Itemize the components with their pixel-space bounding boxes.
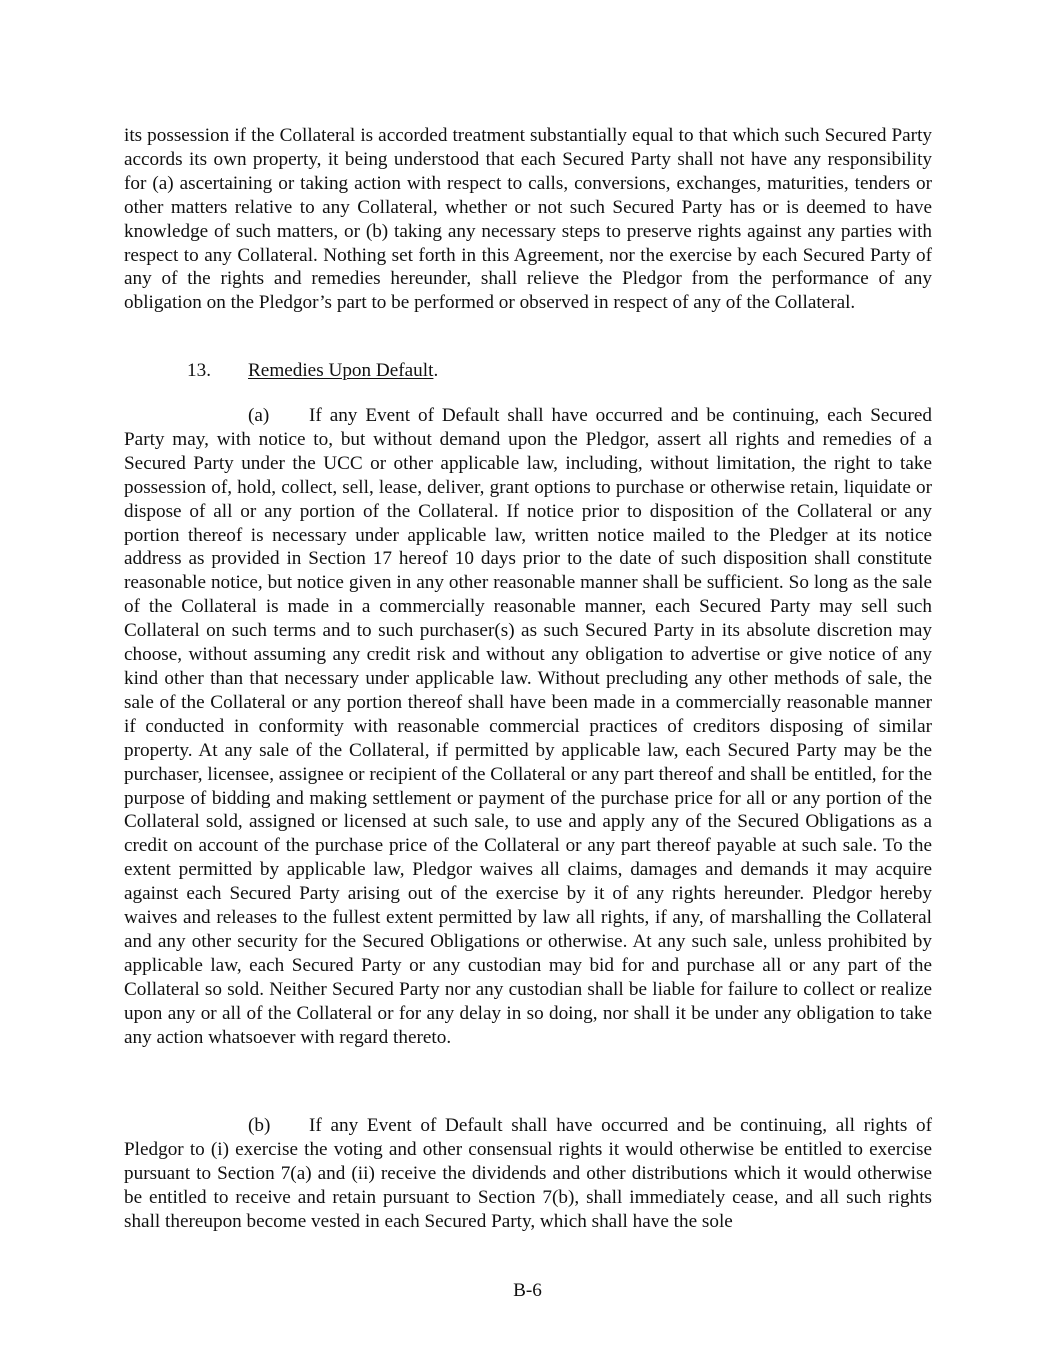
subparagraph-b	[124, 1114, 932, 1234]
section-title-wrap	[248, 359, 438, 383]
subparagraph-text: If any Event of Default shall have occurred and be continuing, all rights of Pledgor to (i) exercise the voting and other consensual rights it would otherwise be entitled to exercise pursuant to Section 7(a) and (ii) receive the dividends and other distributions which it would otherwise be entitled to receive and retain pursuant to Section 7(b), shall immediately cease, and all such rights shall thereupon become vested in each Secured Party, which shall have the sole	[124, 1115, 932, 1232]
section-title-period: .	[433, 360, 439, 381]
page-number: B-6	[513, 1280, 542, 1301]
subparagraph-label: (b)	[248, 1115, 271, 1136]
section-number: 13.	[187, 360, 211, 381]
continuation-paragraph: its possession if the Collateral is accorded treatment substantially equal to that which such Secured Party accords its own property, it being understood that each Secured Party shall not have any responsibility for (a) ascertaining or taking action with respect to calls, conversions, exchanges, maturities, tenders or other matters relative to any Collateral, whether or not such Secured Party has or is deemed to have knowledge of such matters, or (b) taking any necessary steps to preserve rights against any parties with respect to any Collateral. Nothing set forth in this Agreement, nor the exercise by each Secured Party of any of the rights and remedies hereunder, shall relieve the Pledgor from the performance of any obligation on the Pledgor’s part to be performed or observed in respect of any of the Collateral.	[124, 125, 932, 314]
subparagraph-a	[124, 404, 932, 1049]
subparagraph-label: (a)	[248, 405, 270, 426]
section-title: Remedies Upon Default	[248, 360, 434, 381]
subparagraph-text: If any Event of Default shall have occurred and be continuing, each Secured Party may, with notice to, but without demand upon the Pledgor, assert all rights and remedies of a Secured Party under the UCC or other applicable law, including, without limitation, the right to take possession of, hold, collect, sell, lease, deliver, grant options to purchase or otherwise retain, liquidate or dispose of all or any portion of the Collateral. If notice prior to disposition of the Collateral or any portion thereof is necessary under applicable law, written notice mailed to the Pledger at its notice address as provided in Section 17 hereof 10 days prior to the date of such disposition shall constitute reasonable notice, but notice given in any other reasonable manner shall be sufficient. So long as the sale of the Collateral is made in a commercially reasonable manner, each Secured Party may sell such Collateral on such terms and to such purchaser(s) as such Secured Party in its absolute discretion may choose, without assuming any credit risk and without any obligation to advertise or give notice of any kind other than that necessary under applicable law. Without precluding any other methods of sale, the sale of the Collateral or any portion thereof shall have been made in a commercially reasonable manner if conducted in conformity with reasonable commercial practices of creditors disposing of similar property. At any sale of the Collateral, if permitted by applicable law, each Secured Party may be the purchaser, licensee, assignee or recipient of the Collateral or any part thereof and shall be entitled, for the purpose of bidding and making settlement or payment of the purchase price for all or any portion of the Collateral sold, assigned or licensed at such sale, to use and apply any of the Secured Obligations as a credit on account of the purchase price of the Collateral or any part thereof payable at such sale. To the extent permitted by applicable law, Pledgor waives all claims, damages and demands it may acquire against each Secured Party arising out of the exercise by it of any rights hereunder. Pledgor hereby waives and releases to the fullest extent permitted by law all rights, if any, of marshalling the Collateral and any other security for the Secured Obligations or otherwise. At any such sale, unless prohibited by applicable law, each Secured Party or any custodian may bid for and purchase all or any part of the Collateral so sold. Neither Secured Party nor any custodian shall be liable for failure to collect or realize upon any or all of the Collateral or for any delay in so doing, nor shall it be under any obligation to take any action whatsoever with regard thereto.	[124, 405, 932, 1048]
